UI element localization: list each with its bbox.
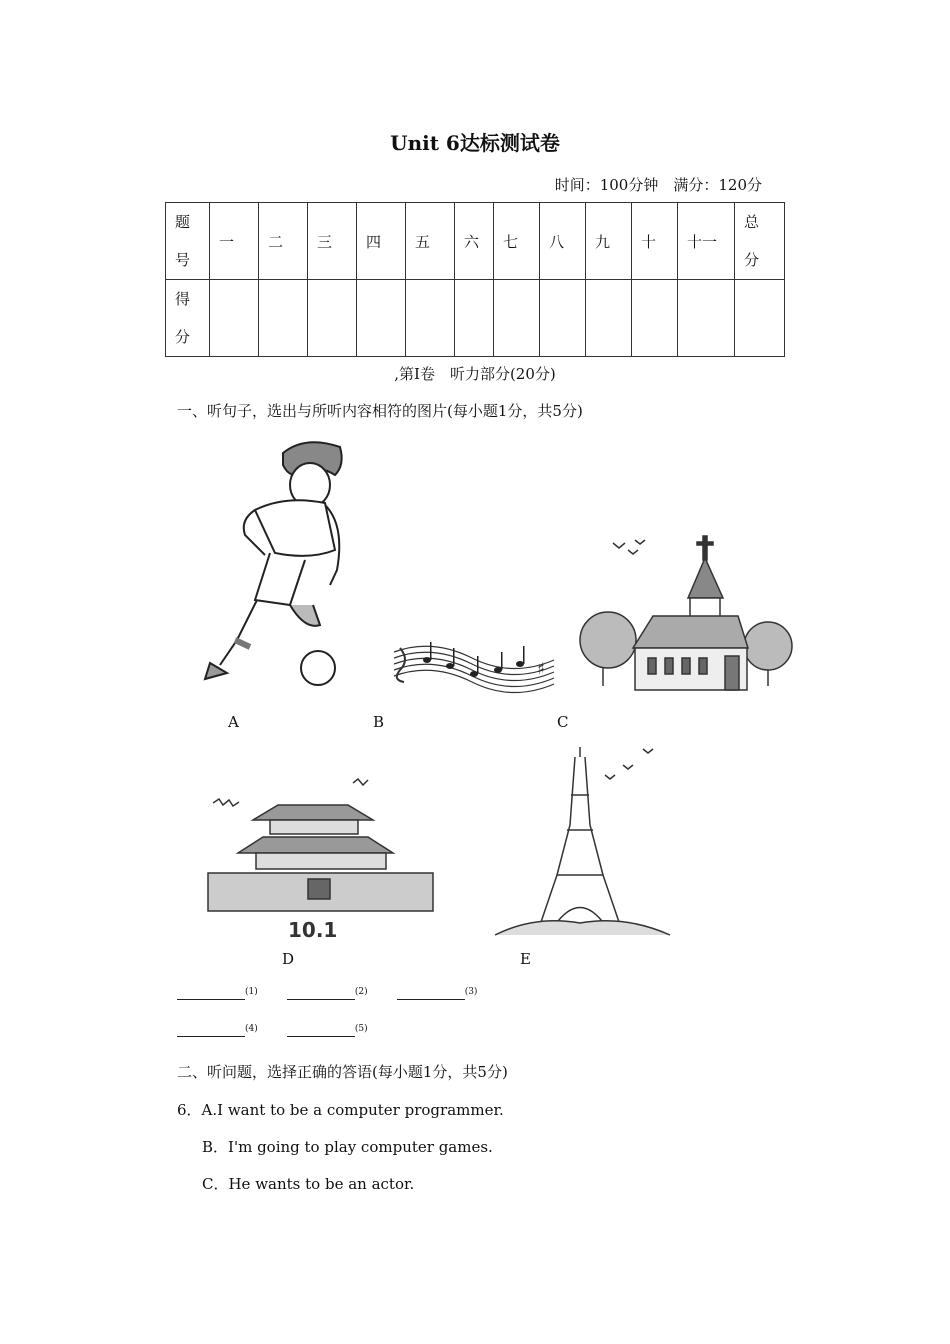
score-cell[interactable] xyxy=(357,280,406,357)
score-cell[interactable] xyxy=(540,280,586,357)
answer-blank-5[interactable] xyxy=(287,1022,355,1037)
svg-text:♯: ♯ xyxy=(537,659,545,678)
score-cell[interactable] xyxy=(678,280,735,357)
full-score: 满分：120分 xyxy=(673,176,762,194)
question-6 xyxy=(177,1099,504,1120)
eiffel-tower-picture xyxy=(495,745,675,945)
picture-label-c: C xyxy=(557,713,569,731)
option-a[interactable]: A.I want to be a computer programmer. xyxy=(201,1101,504,1119)
blank-number: (3) xyxy=(464,986,478,997)
answer-blank-3[interactable] xyxy=(397,985,465,1000)
score-cell[interactable] xyxy=(455,280,494,357)
score-cell[interactable] xyxy=(632,280,678,357)
part2-instruction: 二、听问题，选择正确的答语(每小题1分，共5分) xyxy=(177,1063,508,1081)
row-head-char: 题 xyxy=(175,213,191,231)
score-cell[interactable] xyxy=(735,280,785,357)
col-header: 十 xyxy=(632,203,678,280)
answer-blank-1[interactable] xyxy=(177,985,245,1000)
score-table-header-row xyxy=(166,203,785,280)
page-title: Unit 6达标测试卷 xyxy=(390,131,560,155)
col-header: 八 xyxy=(540,203,586,280)
blank-number: (4) xyxy=(245,1023,258,1034)
col-header: 一 xyxy=(210,203,259,280)
answer-blank-4[interactable] xyxy=(177,1022,245,1037)
col-header: 六 xyxy=(455,203,494,280)
time-limit: 时间：100分钟 xyxy=(554,176,659,194)
score-cell[interactable] xyxy=(308,280,357,357)
option-c[interactable]: C．He wants to be an actor. xyxy=(202,1175,415,1193)
tiananmen-picture xyxy=(208,775,438,945)
score-cell[interactable] xyxy=(586,280,632,357)
national-day-badge: 10.1 xyxy=(288,918,338,942)
col-header-total xyxy=(735,203,785,280)
total-char: 分 xyxy=(744,251,760,269)
picture-label-b: B xyxy=(373,713,385,731)
picture-label-e: E xyxy=(520,950,531,968)
answer-blanks-row1 xyxy=(177,985,501,1004)
row-head-score xyxy=(166,280,210,357)
church-picture xyxy=(573,528,803,698)
col-header: 五 xyxy=(406,203,455,280)
row-head-number xyxy=(166,203,210,280)
blank-number: (5) xyxy=(354,1023,368,1034)
row-head-char: 分 xyxy=(175,328,191,346)
score-cell[interactable] xyxy=(494,280,540,357)
answer-blank-2[interactable] xyxy=(287,985,355,1000)
col-header: 二 xyxy=(259,203,308,280)
score-table-score-row xyxy=(166,280,785,357)
answer-blanks-row2 xyxy=(177,1022,392,1041)
option-b[interactable]: B．I'm going to play computer games. xyxy=(202,1138,493,1156)
blank-number: (1) xyxy=(245,986,258,997)
blank-number: (2) xyxy=(354,986,368,997)
exam-info xyxy=(555,174,762,195)
score-cell[interactable] xyxy=(259,280,308,357)
total-char: 总 xyxy=(744,213,760,231)
row-head-char: 号 xyxy=(175,251,191,269)
col-header: 七 xyxy=(494,203,540,280)
soccer-player-picture xyxy=(195,435,355,695)
row-head-char: 得 xyxy=(175,290,191,308)
col-header: 十一 xyxy=(678,203,735,280)
picture-label-a: A xyxy=(228,713,239,731)
score-table xyxy=(165,202,785,357)
question-number: 6． xyxy=(177,1101,202,1119)
col-header: 三 xyxy=(308,203,357,280)
picture-label-d: D xyxy=(282,950,295,968)
section-title: ,第Ⅰ卷 听力部分(20分) xyxy=(394,365,556,383)
col-header: 九 xyxy=(586,203,632,280)
score-cell[interactable] xyxy=(210,280,259,357)
part1-instruction: 一、听句子，选出与所听内容相符的图片(每小题1分，共5分) xyxy=(177,402,583,420)
music-notes-picture xyxy=(392,630,557,700)
col-header: 四 xyxy=(357,203,406,280)
score-cell[interactable] xyxy=(406,280,455,357)
